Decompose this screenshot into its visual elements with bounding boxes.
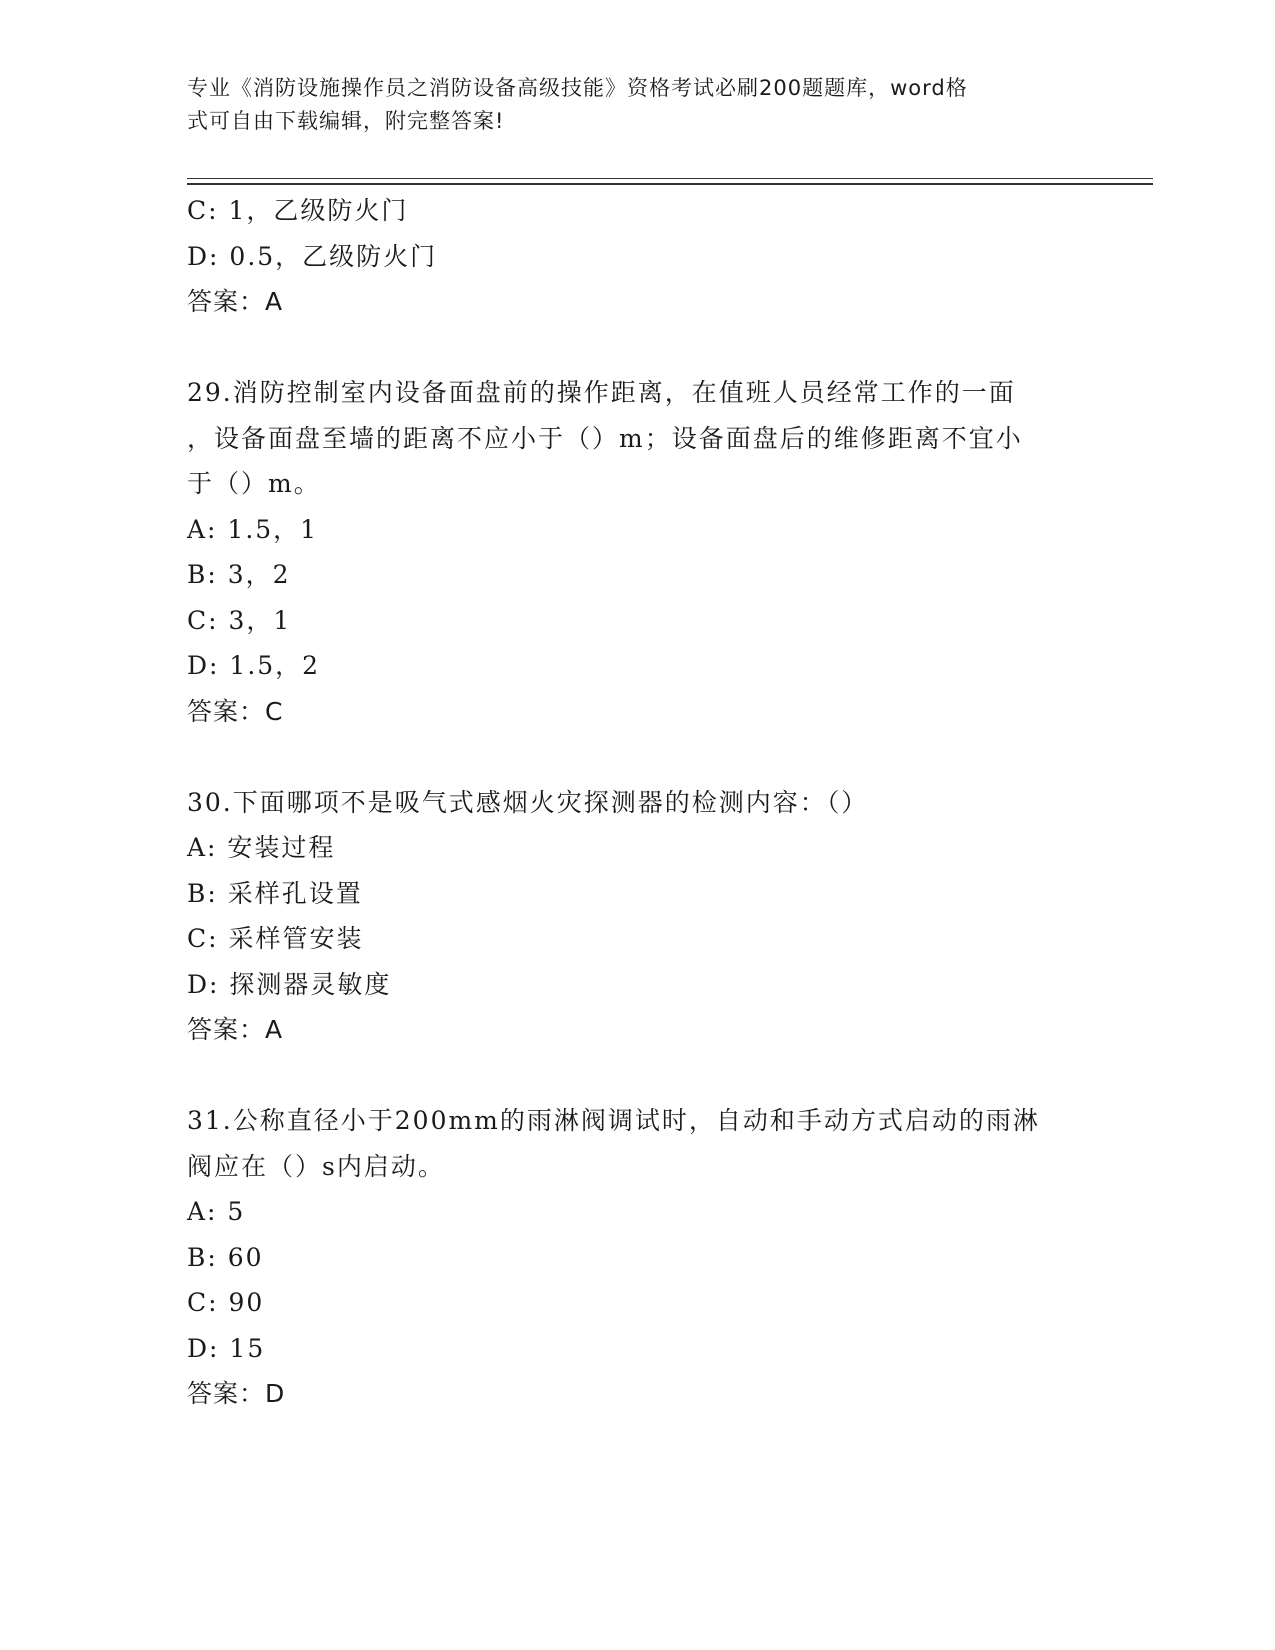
option-d: D: 探测器灵敏度 xyxy=(187,969,392,999)
document-header xyxy=(187,72,1087,138)
question-list xyxy=(187,188,1087,1417)
option-d: D: 15 xyxy=(187,1333,266,1363)
option-a: A: 安装过程 xyxy=(187,833,336,862)
question-stem-line: 29.消防控制室内设备面盘前的操作距离，在值班人员经常工作的一面 xyxy=(187,378,1016,407)
option-a: A: 1.5，1 xyxy=(187,514,319,544)
previous-question xyxy=(187,188,1087,325)
option-c: C: 3，1 xyxy=(187,605,292,635)
option-a: A: 5 xyxy=(187,1197,246,1226)
option-c: C: 采样管安装 xyxy=(187,924,364,953)
option-d: D: 1.5，2 xyxy=(187,651,321,680)
header-line-1: 专业《消防设施操作员之消防设备高级技能》资格考试必刷200题题库，word格 xyxy=(187,76,968,100)
question-stem-line: 阀应在（）s内启动。 xyxy=(187,1151,445,1181)
option-b: B: 3，2 xyxy=(187,560,291,589)
answer: 答案：A xyxy=(187,287,284,316)
answer: 答案：C xyxy=(187,696,284,726)
option-c: C: 90 xyxy=(187,1288,265,1317)
question-stem-line: 30.下面哪项不是吸气式感烟火灾探测器的检测内容：（） xyxy=(187,787,869,817)
header-divider-thick xyxy=(187,183,1153,185)
question-stem-line: 于（）m。 xyxy=(187,469,321,498)
header-divider-thin xyxy=(187,178,1153,179)
question-stem-line: ，设备面盘至墙的距离不应小于（）m；设备面盘后的维修距离不宜小 xyxy=(187,423,1023,453)
answer: 答案：D xyxy=(187,1379,286,1408)
spacer xyxy=(187,734,1087,780)
spacer xyxy=(187,325,1087,371)
spacer xyxy=(187,1053,1087,1099)
header-line-2: 式可自由下载编辑，附完整答案! xyxy=(187,109,505,133)
question-30 xyxy=(187,780,1087,1053)
question-31 xyxy=(187,1098,1087,1417)
question-29 xyxy=(187,370,1087,734)
answer: 答案：A xyxy=(187,1015,284,1044)
option-c: C: 1，乙级防火门 xyxy=(187,196,409,225)
option-d: D: 0.5，乙级防火门 xyxy=(187,241,438,271)
question-stem-line: 31.公称直径小于200mm的雨淋阀调试时，自动和手动方式启动的雨淋 xyxy=(187,1106,1040,1135)
option-b: B: 60 xyxy=(187,1242,264,1272)
option-b: B: 采样孔设置 xyxy=(187,878,363,908)
